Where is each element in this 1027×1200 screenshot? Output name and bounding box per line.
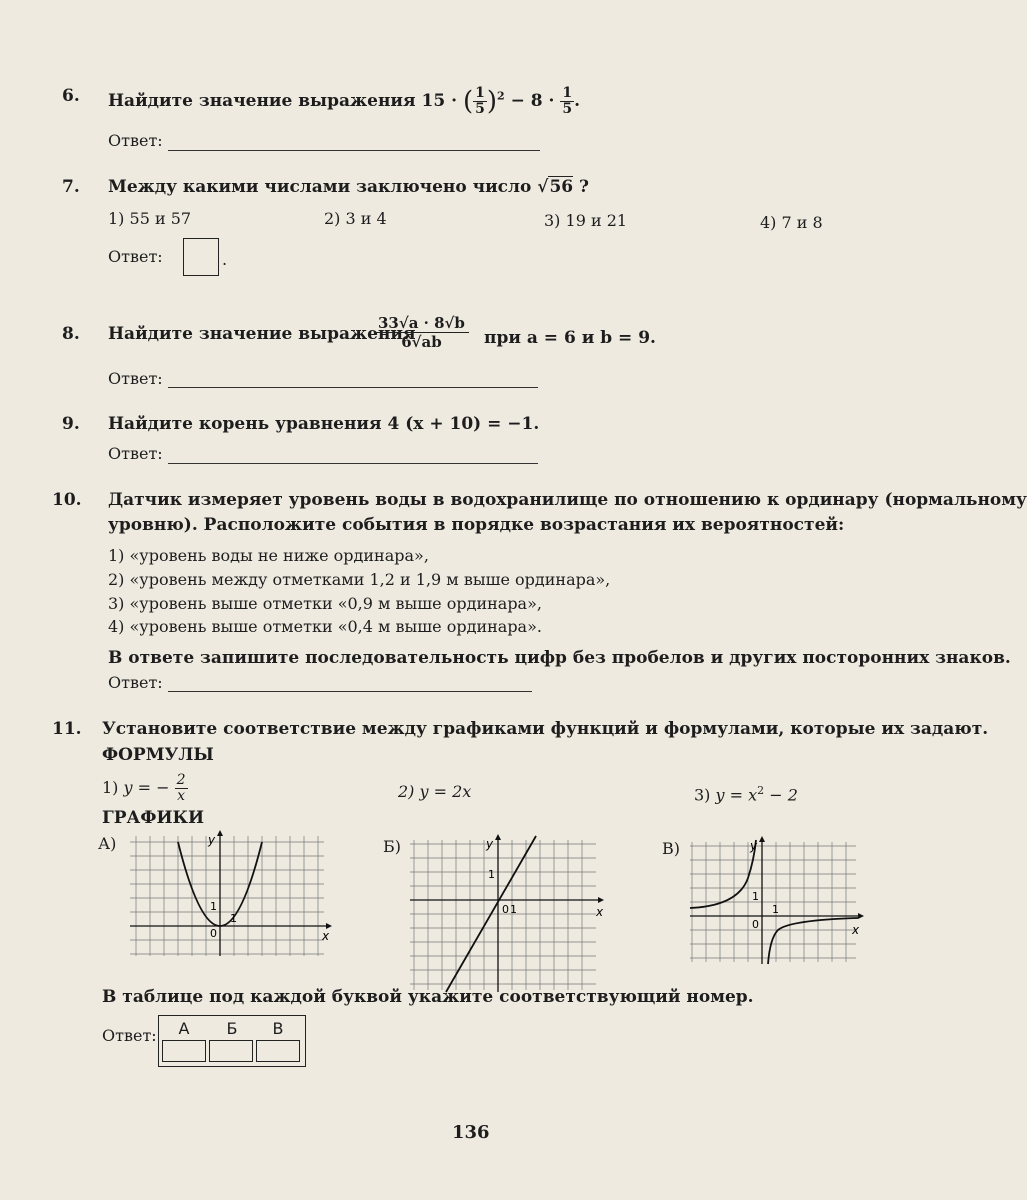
q6-answer-label: Ответ: — [108, 131, 163, 150]
q11-formula-3 — [694, 784, 798, 804]
graph-c-label: В) — [662, 839, 680, 858]
q11-letter-c: В — [272, 1019, 284, 1038]
graph-a-x-label: x — [322, 929, 330, 943]
q11-table-instruction: В таблице под каждой буквой укажите соответствующий номер. — [102, 987, 754, 1007]
graph-c-curve-right — [768, 918, 858, 964]
q11-formula-2: 2) y = 2x — [398, 782, 472, 801]
q8-condition: при a = 6 и b = 9. — [484, 328, 656, 348]
q10-answer-label: Ответ: — [108, 673, 163, 692]
graph-a-one-x: 1 — [230, 912, 237, 925]
graph-b-y-label: y — [486, 837, 494, 851]
q10-instruction: В ответе запишите последовательность цифр без пробелов и других посторонних знаков. — [108, 648, 1011, 668]
q8-prompt: Найдите значение выражения — [108, 324, 416, 344]
q11-f1-lhs: y = − — [123, 778, 170, 797]
q6-exponent: 2 — [497, 89, 505, 103]
q11-letter-b: Б — [226, 1019, 238, 1038]
q7-prompt: Между какими числами заключено число — [108, 177, 532, 197]
q7-answer-label: Ответ: — [108, 247, 163, 266]
q8-number: 8. — [62, 324, 80, 344]
q10-line-2: уровню). Расположите события в порядке возрастания их вероятностей: — [108, 515, 845, 535]
q6-frac2-num: 1 — [562, 85, 573, 101]
graph-a-label: А) — [98, 834, 117, 853]
q11-f1-den: x — [177, 788, 186, 804]
q7-number: 7. — [62, 177, 80, 197]
q7-tail: ? — [579, 177, 590, 197]
q7-text: Между какими числами заключено число √56 ? — [108, 177, 590, 197]
graph-a-zero: 0 — [210, 927, 217, 940]
q8-numerator: 33√a · 8√b — [374, 314, 469, 333]
q10-item-1: 1) «уровень воды не ниже ординара», — [108, 546, 429, 565]
q11-answer-label: Ответ: — [102, 1026, 157, 1045]
q11-text: Установите соответствие между графиками функций и формулами, которые их задают. — [102, 719, 989, 739]
graph-b — [406, 836, 616, 996]
q7-option-1: 1) 55 и 57 — [108, 209, 192, 228]
q8-fraction — [374, 314, 469, 351]
q7-dot: . — [222, 250, 228, 269]
graph-c-x-label: x — [852, 923, 860, 937]
q11-graphs-title: ГРАФИКИ — [102, 808, 205, 828]
q9-number: 9. — [62, 414, 80, 434]
q6-text: Найдите значение выражения 15 · ( $\frac{1}{5}$ )$^2$ − 8 · $\frac{1}{5}$ . — [108, 85, 580, 117]
graph-c — [686, 838, 866, 968]
q8-denominator: 6√ab — [401, 333, 442, 351]
q7-option-4: 4) 7 и 8 — [760, 213, 823, 232]
q11-answer-cell-c[interactable] — [256, 1040, 300, 1062]
graph-b-zero: 0 — [502, 903, 509, 916]
graph-c-one-x: 1 — [772, 903, 779, 916]
q6-frac-num: 1 — [475, 85, 485, 101]
graph-c-grid — [690, 842, 856, 962]
q7-answer-box[interactable] — [183, 238, 219, 276]
q8-answer-line[interactable] — [168, 387, 538, 388]
q7-radicand: 56 — [549, 177, 574, 197]
q11-answer-cell-a[interactable] — [162, 1040, 206, 1062]
q11-f3-b: − 2 — [764, 785, 798, 805]
q10-number: 10. — [52, 490, 82, 510]
q6-expr-b: − 8 · — [510, 91, 555, 111]
graph-b-one-x: 1 — [510, 903, 517, 916]
graph-b-one-y: 1 — [488, 868, 495, 881]
page-number: 136 — [452, 1122, 490, 1143]
q6-prompt: Найдите значение выражения — [108, 91, 416, 111]
q11-number: 11. — [52, 719, 82, 739]
q6-expr-a: 15 · — [421, 91, 458, 111]
q11-formulas-title: ФОРМУЛЫ — [102, 745, 214, 765]
graph-a — [126, 832, 336, 962]
graph-b-x-label: x — [596, 905, 604, 919]
q9-text: Найдите корень уравнения 4 (x + 10) = −1. — [108, 414, 540, 434]
q6-number: 6. — [62, 86, 80, 106]
q11-f3-a: y = x — [715, 785, 758, 805]
q7-option-2: 2) 3 и 4 — [324, 209, 387, 228]
q10-answer-line[interactable] — [168, 691, 532, 692]
q6-answer-line[interactable] — [168, 150, 540, 151]
graph-a-one-y: 1 — [210, 900, 217, 913]
q6-tail: . — [574, 91, 580, 111]
graph-c-y-label: y — [750, 839, 758, 853]
graph-a-y-label: y — [208, 833, 216, 847]
q11-f1-num: 2 — [176, 772, 186, 788]
q10-line-1: Датчик измеряет уровень воды в водохранилище по отношению к ординару (нормальному — [108, 490, 1027, 510]
graph-c-one-y: 1 — [752, 890, 759, 903]
q10-item-3: 3) «уровень выше отметки «0,9 м выше ординара», — [108, 594, 542, 613]
q11-answer-cell-b[interactable] — [209, 1040, 253, 1062]
q11-f3-label: 3) — [694, 785, 711, 805]
q11-f3-exp: 2 — [757, 784, 765, 797]
graph-c-zero: 0 — [752, 918, 759, 931]
q8-answer-label: Ответ: — [108, 369, 163, 388]
q11-f1-label: 1) — [102, 778, 119, 797]
graph-a-grid — [130, 836, 324, 956]
q6-frac2-den: 5 — [562, 101, 573, 117]
q10-item-4: 4) «уровень выше отметки «0,4 м выше ординара». — [108, 617, 542, 636]
q11-letter-a: А — [178, 1019, 190, 1038]
q9-answer-line[interactable] — [168, 463, 538, 464]
q7-option-3: 3) 19 и 21 — [544, 211, 628, 230]
q6-frac-den: 5 — [475, 101, 485, 117]
q11-formula-1 — [102, 773, 188, 804]
graph-b-label: Б) — [383, 837, 401, 856]
q9-answer-label: Ответ: — [108, 444, 163, 463]
q10-item-2: 2) «уровень между отметками 1,2 и 1,9 м выше ординара», — [108, 570, 611, 589]
